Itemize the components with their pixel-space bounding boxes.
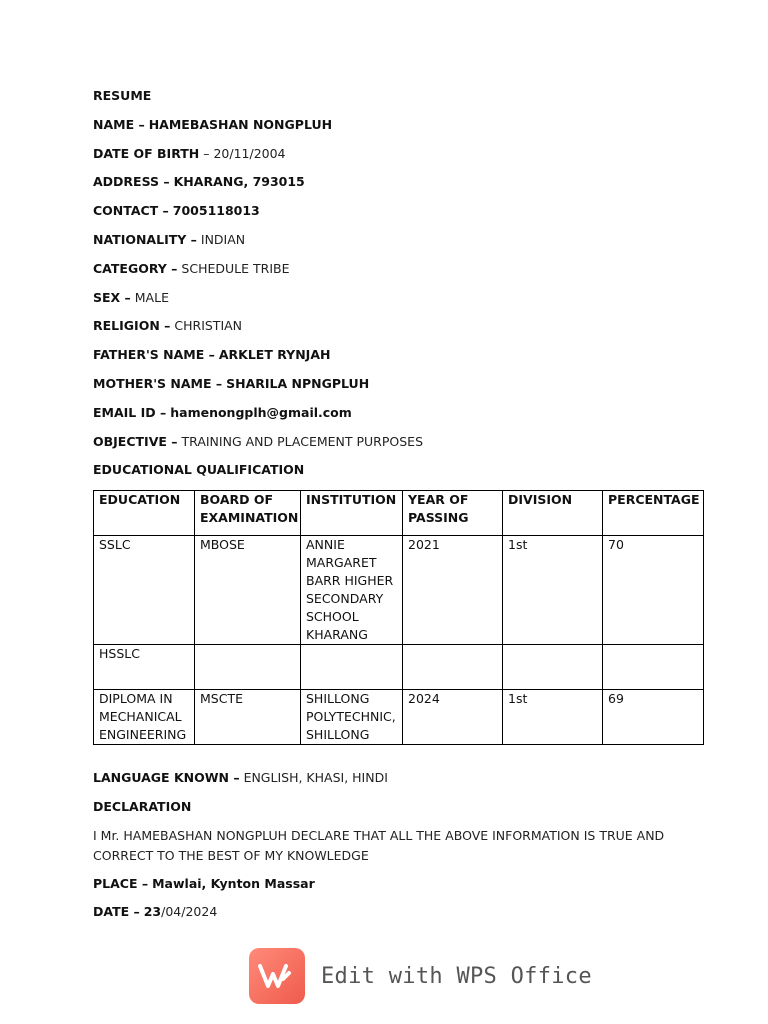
table-cell: 69	[603, 690, 704, 745]
education-heading: EDUCATIONAL QUALIFICATION	[93, 462, 305, 478]
detail-value: INDIAN	[200, 231, 246, 247]
table-header: DIVISION	[503, 491, 603, 536]
table-row	[94, 645, 704, 690]
table-header-row	[94, 491, 704, 536]
detail-value: – 20/11/2004	[203, 145, 286, 161]
detail-label: FATHER'S NAME –	[93, 347, 215, 363]
detail-line	[93, 403, 703, 432]
detail-line	[93, 259, 703, 288]
table-cell: HSSLC	[94, 645, 195, 690]
place-value: Mawlai, Kynton Massar	[152, 875, 315, 891]
detail-label: CATEGORY –	[93, 260, 178, 276]
resume-document	[93, 86, 703, 489]
declaration-heading: DECLARATION	[93, 798, 192, 814]
wps-logo-icon	[249, 948, 305, 1004]
table-header: PERCENTAGE	[603, 491, 704, 536]
detail-line	[93, 230, 703, 259]
detail-label: CONTACT –	[93, 203, 169, 219]
wps-watermark[interactable]	[249, 948, 592, 1004]
detail-line	[93, 201, 703, 230]
education-table	[93, 490, 704, 745]
table-row	[94, 690, 704, 745]
table-cell: 1st	[503, 690, 603, 745]
detail-label: DATE OF BIRTH	[93, 145, 200, 161]
detail-value: hamenongplh@gmail.com	[170, 404, 352, 420]
table-header: INSTITUTION	[301, 491, 403, 536]
detail-label: ADDRESS –	[93, 174, 170, 190]
detail-line	[93, 115, 703, 144]
table-cell: ANNIE MARGARET BARR HIGHER SECONDARY SCHOOL KHARANG	[301, 536, 403, 645]
table-cell	[403, 645, 503, 690]
detail-label: NATIONALITY –	[93, 231, 197, 247]
date-value-day: 23	[143, 904, 162, 920]
language-label: LANGUAGE KNOWN –	[93, 770, 240, 785]
table-row	[94, 536, 704, 645]
table-cell: SSLC	[94, 536, 195, 645]
detail-value: ARKLET RYNJAH	[218, 347, 331, 363]
detail-label: MOTHER'S NAME –	[93, 375, 223, 391]
detail-value: SCHEDULE TRIBE	[181, 260, 290, 276]
detail-line	[93, 345, 703, 374]
date-label: DATE –	[93, 904, 140, 920]
language-value: ENGLISH, KHASI, HINDI	[243, 770, 388, 785]
detail-value: SHARILA NPNGPLUH	[226, 375, 370, 391]
declaration-text: I Mr. HAMEBASHAN NONGPLUH DECLARE THAT ALL THE ABOVE INFORMATION IS TRUE AND CORRECT TO THE BEST OF MY KNOWLEDGE	[93, 827, 665, 863]
detail-label: RELIGION –	[93, 318, 171, 334]
detail-value: TRAINING AND PLACEMENT PURPOSES	[181, 433, 424, 449]
place-line	[93, 874, 703, 903]
detail-line	[93, 316, 703, 345]
resume-title: RESUME	[93, 88, 152, 103]
date-line	[93, 902, 703, 931]
detail-value: KHARANG, 793015	[173, 174, 305, 190]
detail-label: SEX –	[93, 289, 131, 305]
detail-line	[93, 374, 703, 403]
detail-line	[93, 172, 703, 201]
table-header: YEAR OF PASSING	[403, 491, 503, 536]
table-cell: 2021	[403, 536, 503, 645]
detail-value: CHRISTIAN	[174, 318, 243, 334]
detail-label: EMAIL ID –	[93, 404, 167, 420]
table-cell	[503, 645, 603, 690]
table-cell	[195, 645, 301, 690]
table-header: EDUCATION	[94, 491, 195, 536]
personal-details	[93, 115, 703, 461]
resume-footer-section	[93, 768, 703, 931]
table-cell	[301, 645, 403, 690]
table-cell: SHILLONG POLYTECHNIC, SHILLONG	[301, 690, 403, 745]
detail-value: 7005118013	[172, 203, 260, 219]
language-line	[93, 768, 703, 797]
place-label: PLACE –	[93, 875, 149, 891]
table-cell: MSCTE	[195, 690, 301, 745]
table-cell: DIPLOMA IN MECHANICAL ENGINEERING	[94, 690, 195, 745]
table-cell: 1st	[503, 536, 603, 645]
detail-label: OBJECTIVE –	[93, 433, 178, 449]
detail-value: HAMEBASHAN NONGPLUH	[148, 116, 333, 132]
detail-value: MALE	[134, 289, 169, 305]
detail-line	[93, 288, 703, 317]
date-value-rest: /04/2024	[161, 904, 218, 920]
wps-edit-text: Edit with WPS Office	[321, 963, 592, 989]
table-header: BOARD OF EXAMINATION	[195, 491, 301, 536]
table-cell: 2024	[403, 690, 503, 745]
table-cell	[603, 645, 704, 690]
table-cell: 70	[603, 536, 704, 645]
detail-line	[93, 432, 703, 461]
table-cell: MBOSE	[195, 536, 301, 645]
detail-label: NAME –	[93, 116, 145, 132]
detail-line	[93, 144, 703, 173]
